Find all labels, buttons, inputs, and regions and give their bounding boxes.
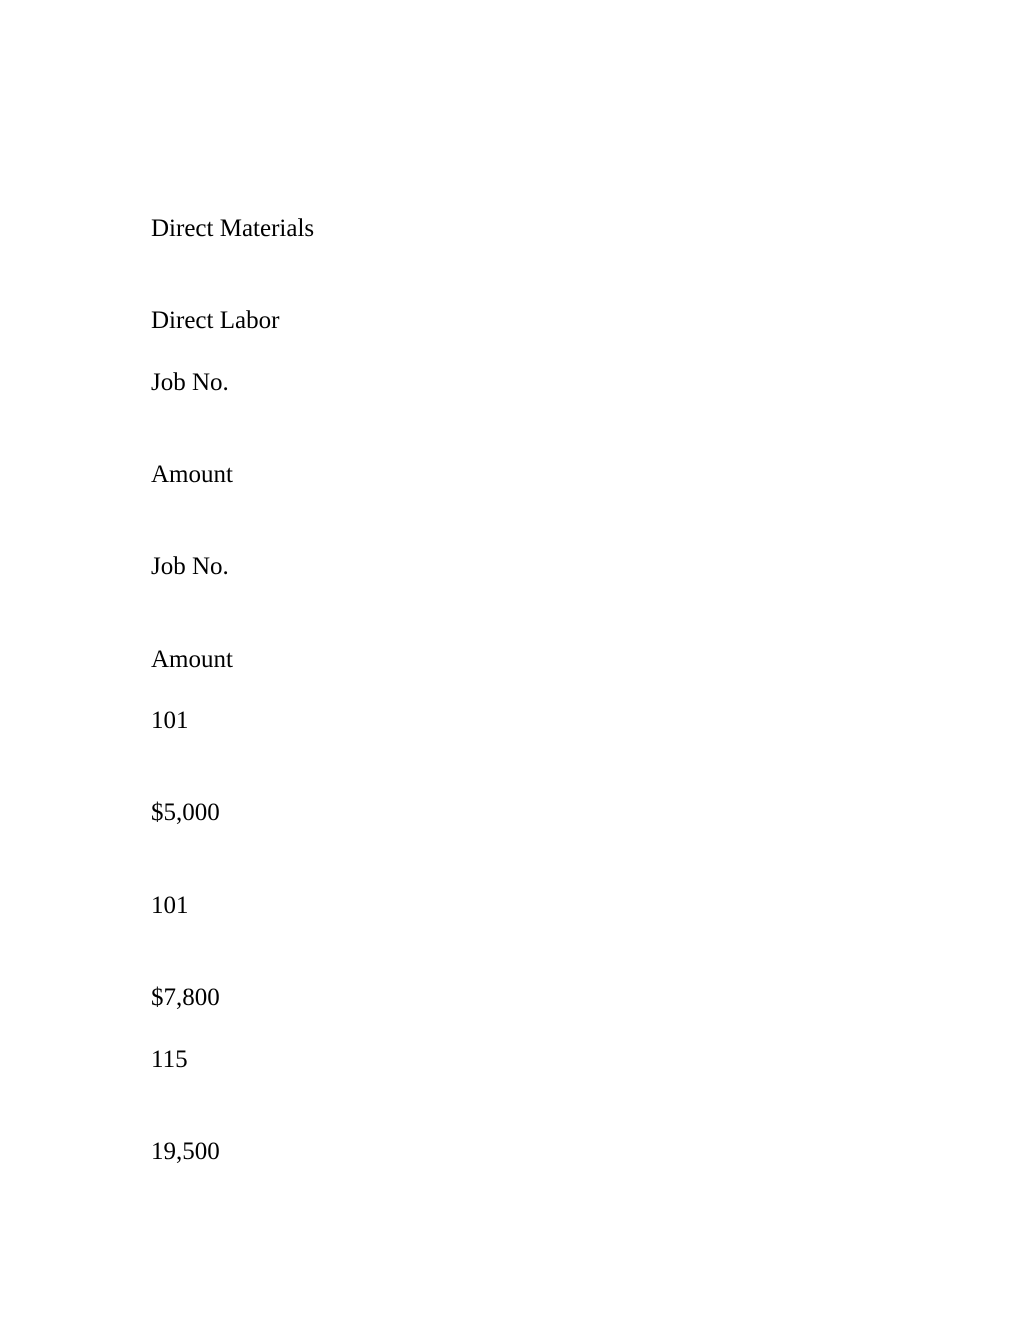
value-job-no: 101 (151, 892, 189, 919)
value-amount: $5,000 (151, 799, 220, 826)
value-amount: $7,800 (151, 984, 220, 1011)
value-job-no: 115 (151, 1046, 188, 1073)
label-job-no: Job No. (151, 369, 229, 396)
heading-direct-labor: Direct Labor (151, 307, 280, 334)
label-amount: Amount (151, 646, 233, 673)
value-job-no: 101 (151, 707, 189, 734)
label-amount: Amount (151, 461, 233, 488)
heading-direct-materials: Direct Materials (151, 215, 315, 242)
label-job-no: Job No. (151, 553, 229, 580)
value-amount: 19,500 (151, 1138, 220, 1165)
